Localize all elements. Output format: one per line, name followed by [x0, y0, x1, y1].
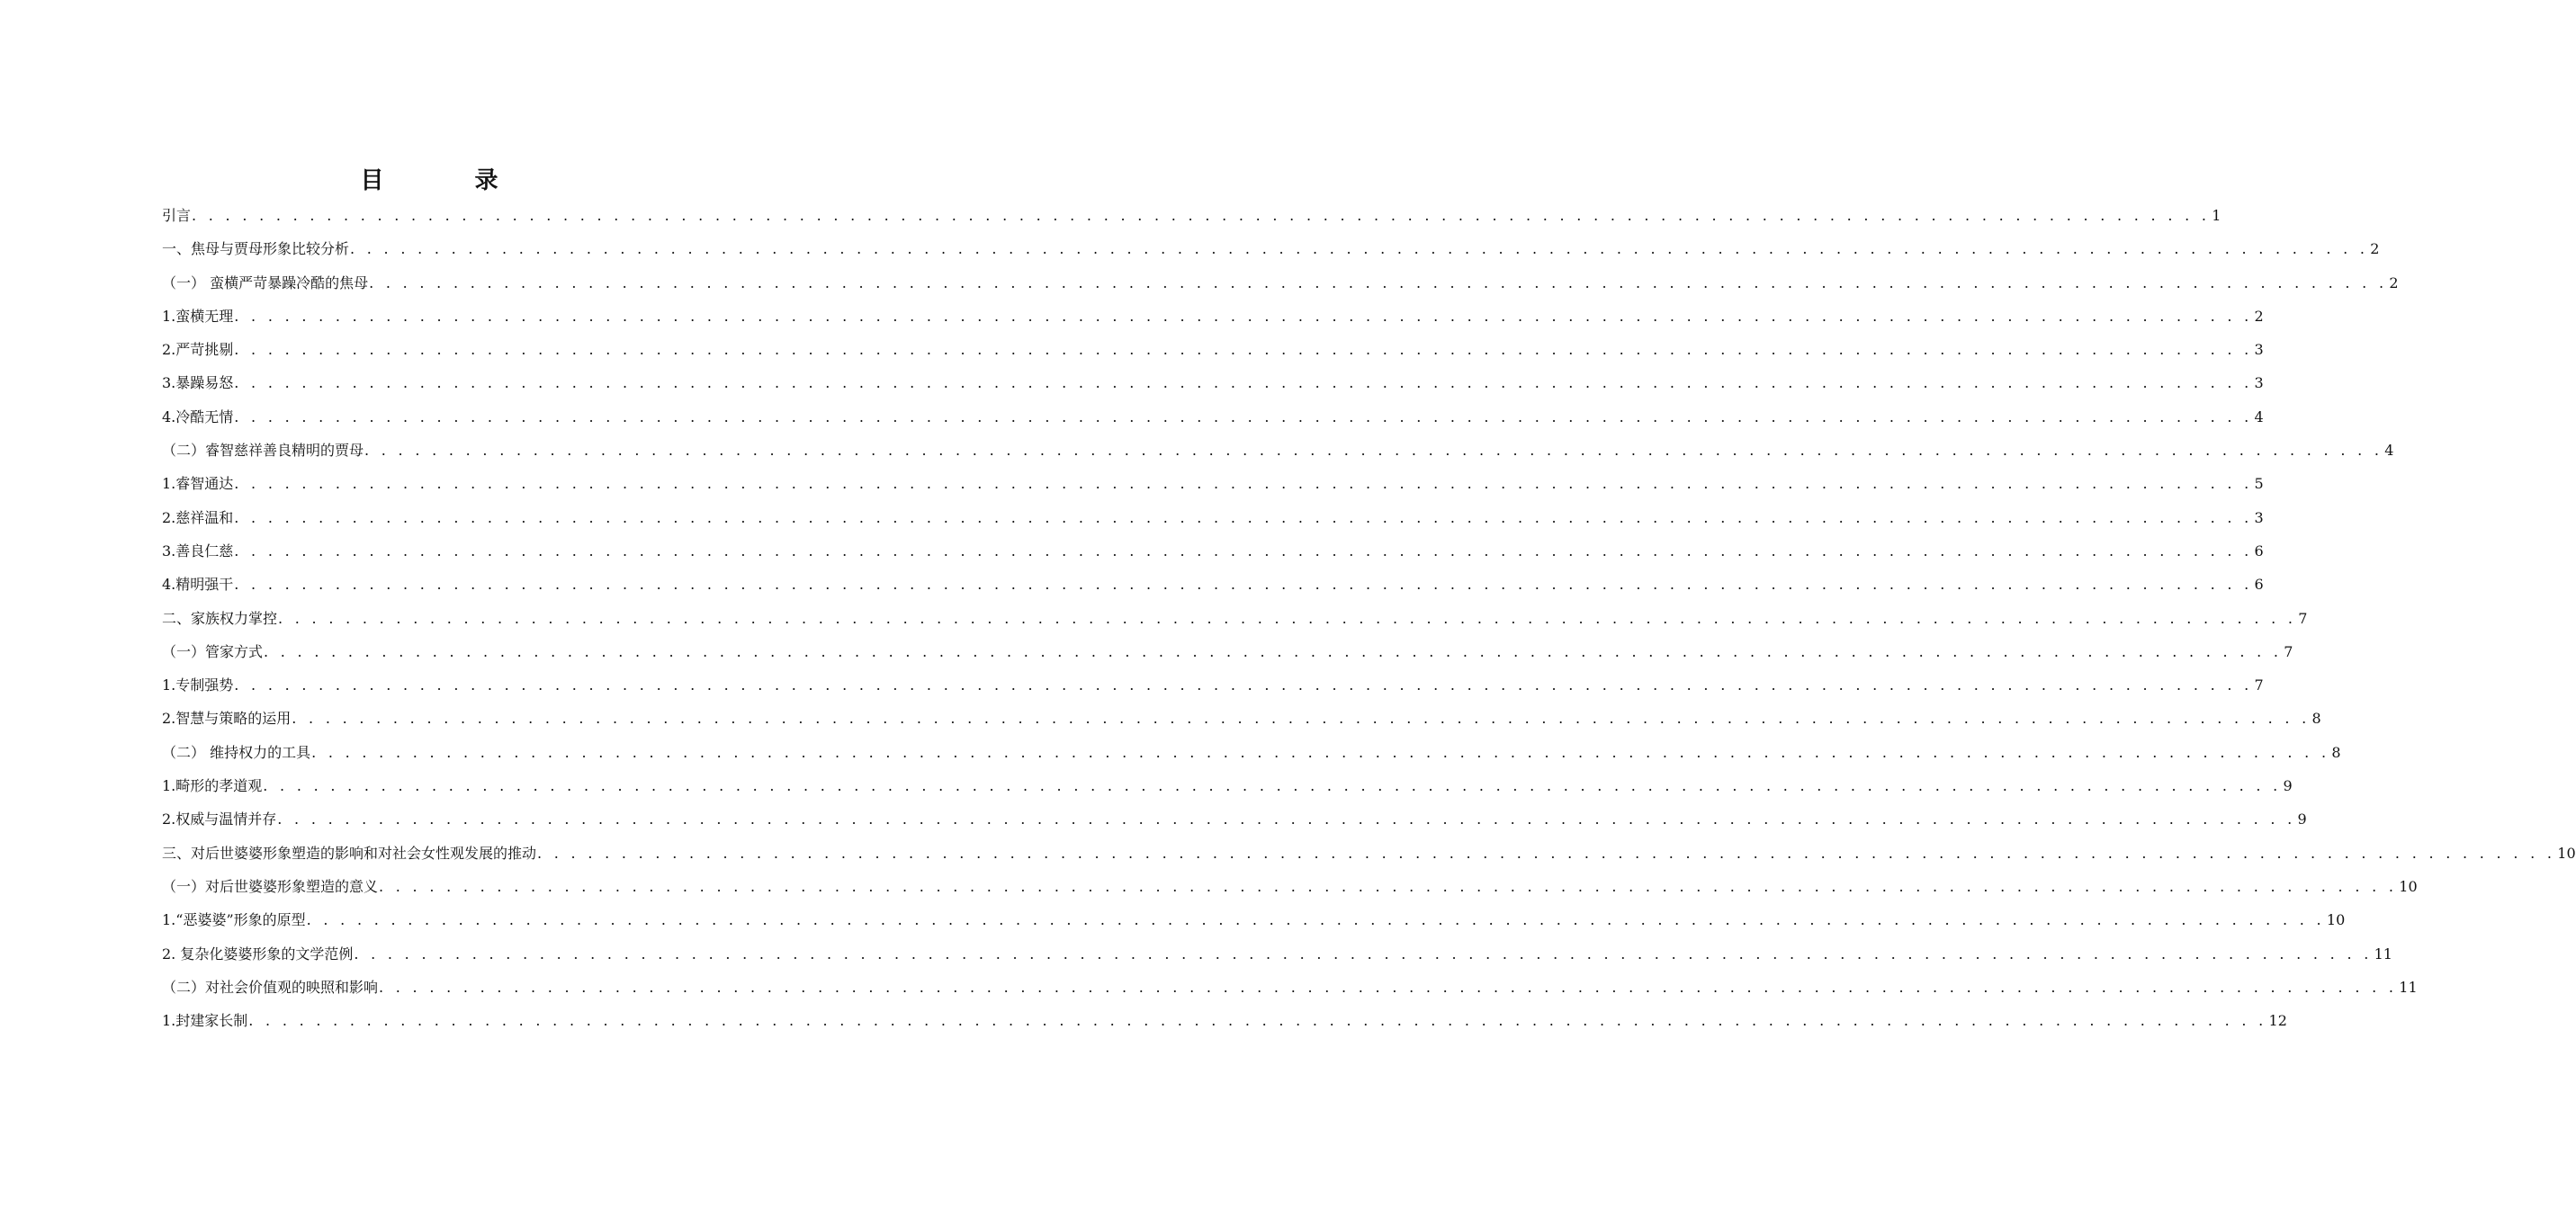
toc-entry[interactable]	[162, 232, 2380, 265]
toc-entry-page-number: 3	[2254, 341, 2264, 359]
toc-entry[interactable]	[162, 937, 2392, 971]
toc-dot-leader: . . . . . . . . . . . . . . . . . . . . . . . . . . . . . . . . . . . . . . . . . . . . . . . . . . . . . . . . . . . . . . . . . . . . . . . . . . . . . . . . . . . . . . . . . . . . . . . . . . . . . . . . . . . . . . . . . . . . . . . .	[234, 576, 2253, 594]
toc-dot-leader: . . . . . . . . . . . . . . . . . . . . . . . . . . . . . . . . . . . . . . . . . . . . . . . . . . . . . . . . . . . . . . . . . . . . . . . . . . . . . . . . . . . . . . . . . . . . . . . . . . . . . . . . . . . . . . . . . . . . . . . .	[369, 273, 2388, 291]
toc-entry-page-number: 10	[2557, 844, 2576, 862]
toc-entry-page-number: 9	[2297, 810, 2307, 828]
toc-dot-leader: . . . . . . . . . . . . . . . . . . . . . . . . . . . . . . . . . . . . . . . . . . . . . . . . . . . . . . . . . . . . . . . . . . . . . . . . . . . . . . . . . . . . . . . . . . . . . . . . . . . . . . . . . . . . . . . . . . . . . . . .	[306, 911, 2325, 929]
toc-dot-leader: . . . . . . . . . . . . . . . . . . . . . . . . . . . . . . . . . . . . . . . . . . . . . . . . . . . . . . . . . . . . . . . . . . . . . . . . . . . . . . . . . . . . . . . . . . . . . . . . . . . . . . . . . . . . . . . . . . . . . . . .	[234, 374, 2253, 392]
toc-entry-label: 1.专制强势	[162, 676, 234, 694]
toc-entry[interactable]	[162, 769, 2293, 802]
toc-dot-leader: . . . . . . . . . . . . . . . . . . . . . . . . . . . . . . . . . . . . . . . . . . . . . . . . . . . . . . . . . . . . . . . . . . . . . . . . . . . . . . . . . . . . . . . . . . . . . . . . . . . . . . . . . . . . . . . . . . . . . . . .	[350, 240, 2369, 258]
toc-dot-leader: . . . . . . . . . . . . . . . . . . . . . . . . . . . . . . . . . . . . . . . . . . . . . . . . . . . . . . . . . . . . . . . . . . . . . . . . . . . . . . . . . . . . . . . . . . . . . . . . . . . . . . . . . . . . . . . . . . . . . . . .	[278, 609, 2297, 627]
toc-entry-label: （一） 蛮横严苛暴躁冷酷的焦母	[162, 273, 369, 291]
toc-entry-label: 1.睿智通达	[162, 475, 234, 493]
toc-entry-label: 3.暴躁易怒	[162, 374, 234, 392]
toc-dot-leader: . . . . . . . . . . . . . . . . . . . . . . . . . . . . . . . . . . . . . . . . . . . . . . . . . . . . . . . . . . . . . . . . . . . . . . . . . . . . . . . . . . . . . . . . . . . . . . . . . . . . . . . . . . . . . . . . . . . . . . . .	[192, 207, 2211, 224]
toc-entry-page-number: 6	[2254, 542, 2264, 560]
toc-entry-label: 2. 复杂化婆婆形象的文学范例	[162, 945, 354, 963]
toc-dot-leader: . . . . . . . . . . . . . . . . . . . . . . . . . . . . . . . . . . . . . . . . . . . . . . . . . . . . . . . . . . . . . . . . . . . . . . . . . . . . . . . . . . . . . . . . . . . . . . . . . . . . . . . . . . . . . . . . . . . . . . . .	[234, 475, 2253, 493]
toc-entry-page-number: 7	[2284, 642, 2293, 660]
toc-entry-label: 1.畸形的孝道观	[162, 777, 263, 795]
toc-dot-leader: . . . . . . . . . . . . . . . . . . . . . . . . . . . . . . . . . . . . . . . . . . . . . . . . . . . . . . . . . . . . . . . . . . . . . . . . . . . . . . . . . . . . . . . . . . . . . . . . . . . . . . . . . . . . . . . . . . . . . . . .	[234, 407, 2253, 425]
toc-dot-leader: . . . . . . . . . . . . . . . . . . . . . . . . . . . . . . . . . . . . . . . . . . . . . . . . . . . . . . . . . . . . . . . . . . . . . . . . . . . . . . . . . . . . . . . . . . . . . . . . . . . . . . . . . . . . . . . . . . . . . . . .	[537, 844, 2556, 862]
toc-dot-leader: . . . . . . . . . . . . . . . . . . . . . . . . . . . . . . . . . . . . . . . . . . . . . . . . . . . . . . . . . . . . . . . . . . . . . . . . . . . . . . . . . . . . . . . . . . . . . . . . . . . . . . . . . . . . . . . . . . . . . . . .	[234, 307, 2253, 325]
toc-dot-leader: . . . . . . . . . . . . . . . . . . . . . . . . . . . . . . . . . . . . . . . . . . . . . . . . . . . . . . . . . . . . . . . . . . . . . . . . . . . . . . . . . . . . . . . . . . . . . . . . . . . . . . . . . . . . . . . . . . . . . . . .	[264, 642, 2283, 660]
toc-entry[interactable]	[162, 266, 2399, 300]
toc-entry-page-number: 7	[2254, 676, 2264, 694]
toc-dot-leader: . . . . . . . . . . . . . . . . . . . . . . . . . . . . . . . . . . . . . . . . . . . . . . . . . . . . . . . . . . . . . . . . . . . . . . . . . . . . . . . . . . . . . . . . . . . . . . . . . . . . . . . . . . . . . . . . . . . . . . . .	[292, 710, 2311, 728]
toc-entry-page-number: 7	[2298, 609, 2308, 627]
toc-entry-label: 2.慈祥温和	[162, 508, 234, 526]
toc-entry[interactable]	[162, 501, 2264, 534]
toc-entry[interactable]	[162, 400, 2264, 434]
toc-entry-label: 三、对后世婆婆形象塑造的影响和对社会女性观发展的推动	[162, 844, 537, 862]
toc-entry-label: 引言	[162, 207, 192, 224]
toc-dot-leader: . . . . . . . . . . . . . . . . . . . . . . . . . . . . . . . . . . . . . . . . . . . . . . . . . . . . . . . . . . . . . . . . . . . . . . . . . . . . . . . . . . . . . . . . . . . . . . . . . . . . . . . . . . . . . . . . . . . . . . . .	[234, 508, 2253, 526]
toc-entry-page-number: 5	[2254, 475, 2264, 493]
toc-entry-page-number: 4	[2254, 407, 2264, 425]
toc-entry-page-number: 10	[2326, 911, 2346, 929]
toc-dot-leader: . . . . . . . . . . . . . . . . . . . . . . . . . . . . . . . . . . . . . . . . . . . . . . . . . . . . . . . . . . . . . . . . . . . . . . . . . . . . . . . . . . . . . . . . . . . . . . . . . . . . . . . . . . . . . . . . . . . . . . . .	[234, 676, 2253, 694]
toc-entry[interactable]	[162, 1004, 2287, 1037]
toc-entry-label: 2.严苛挑剔	[162, 341, 234, 359]
toc-entry-page-number: 3	[2254, 374, 2264, 392]
toc-entry[interactable]	[162, 903, 2346, 936]
toc-entry[interactable]	[162, 366, 2264, 399]
toc-entry-label: 2.权威与温情并存	[162, 810, 277, 828]
toc-entry-page-number: 3	[2254, 508, 2264, 526]
toc-dot-leader: . . . . . . . . . . . . . . . . . . . . . . . . . . . . . . . . . . . . . . . . . . . . . . . . . . . . . . . . . . . . . . . . . . . . . . . . . . . . . . . . . . . . . . . . . . . . . . . . . . . . . . . . . . . . . . . . . . . . . . . .	[311, 743, 2330, 761]
toc-dot-leader: . . . . . . . . . . . . . . . . . . . . . . . . . . . . . . . . . . . . . . . . . . . . . . . . . . . . . . . . . . . . . . . . . . . . . . . . . . . . . . . . . . . . . . . . . . . . . . . . . . . . . . . . . . . . . . . . . . . . . . . .	[354, 945, 2373, 963]
toc-entry-label: 1.封建家长制	[162, 1012, 248, 1030]
toc-entry-page-number: 2	[2389, 273, 2399, 291]
toc-entry-page-number: 10	[2399, 877, 2418, 895]
toc-entry-page-number: 8	[2331, 743, 2341, 761]
toc-dot-leader: . . . . . . . . . . . . . . . . . . . . . . . . . . . . . . . . . . . . . . . . . . . . . . . . . . . . . . . . . . . . . . . . . . . . . . . . . . . . . . . . . . . . . . . . . . . . . . . . . . . . . . . . . . . . . . . . . . . . . . . .	[277, 810, 2296, 828]
toc-entry-page-number: 1	[2212, 207, 2221, 224]
toc-entry[interactable]	[162, 333, 2264, 366]
toc-entry-label: 2.智慧与策略的运用	[162, 710, 292, 728]
toc-entry-label: （二） 维持权力的工具	[162, 743, 311, 761]
toc-entry[interactable]	[162, 736, 2341, 769]
toc-entry-page-number: 11	[2374, 945, 2392, 963]
toc-entry-label: 一、焦母与贾母形象比较分析	[162, 240, 350, 258]
toc-dot-leader: . . . . . . . . . . . . . . . . . . . . . . . . . . . . . . . . . . . . . . . . . . . . . . . . . . . . . . . . . . . . . . . . . . . . . . . . . . . . . . . . . . . . . . . . . . . . . . . . . . . . . . . . . . . . . . . . . . . . . . . .	[263, 777, 2282, 795]
toc-list	[162, 199, 2576, 1037]
toc-entry[interactable]	[162, 971, 2418, 1004]
toc-entry-label: （二）对社会价值观的映照和影响	[162, 978, 379, 996]
toc-entry[interactable]	[162, 199, 2221, 232]
toc-entry-label: （一）对后世婆婆形象塑造的意义	[162, 877, 379, 895]
toc-entry-label: 二、家族权力掌控	[162, 609, 278, 627]
toc-dot-leader: . . . . . . . . . . . . . . . . . . . . . . . . . . . . . . . . . . . . . . . . . . . . . . . . . . . . . . . . . . . . . . . . . . . . . . . . . . . . . . . . . . . . . . . . . . . . . . . . . . . . . . . . . . . . . . . . . . . . . . . .	[234, 542, 2253, 560]
toc-entry[interactable]	[162, 702, 2321, 735]
toc-entry[interactable]	[162, 434, 2394, 467]
toc-entry[interactable]	[162, 534, 2264, 568]
toc-entry-label: 1.蛮横无理	[162, 307, 234, 325]
toc-entry[interactable]	[162, 635, 2293, 668]
toc-entry-label: （一）管家方式	[162, 642, 264, 660]
toc-entry-page-number: 2	[2370, 240, 2380, 258]
toc-entry-page-number: 12	[2268, 1012, 2287, 1030]
toc-entry[interactable]	[162, 668, 2264, 702]
toc-entry-page-number: 9	[2283, 777, 2293, 795]
toc-entry-label: 1.“恶婆婆”形象的原型	[162, 911, 306, 929]
toc-entry[interactable]	[162, 568, 2264, 601]
toc-dot-leader: . . . . . . . . . . . . . . . . . . . . . . . . . . . . . . . . . . . . . . . . . . . . . . . . . . . . . . . . . . . . . . . . . . . . . . . . . . . . . . . . . . . . . . . . . . . . . . . . . . . . . . . . . . . . . . . . . . . . . . . .	[234, 341, 2253, 359]
toc-entry-page-number: 4	[2384, 442, 2394, 460]
toc-entry[interactable]	[162, 837, 2576, 870]
toc-dot-leader: . . . . . . . . . . . . . . . . . . . . . . . . . . . . . . . . . . . . . . . . . . . . . . . . . . . . . . . . . . . . . . . . . . . . . . . . . . . . . . . . . . . . . . . . . . . . . . . . . . . . . . . . . . . . . . . . . . . . . . . .	[379, 978, 2398, 996]
toc-entry-page-number: 11	[2399, 978, 2418, 996]
toc-dot-leader: . . . . . . . . . . . . . . . . . . . . . . . . . . . . . . . . . . . . . . . . . . . . . . . . . . . . . . . . . . . . . . . . . . . . . . . . . . . . . . . . . . . . . . . . . . . . . . . . . . . . . . . . . . . . . . . . . . . . . . . .	[248, 1012, 2267, 1030]
toc-entry[interactable]	[162, 870, 2418, 903]
toc-entry-page-number: 2	[2254, 307, 2264, 325]
toc-entry[interactable]	[162, 602, 2308, 635]
toc-entry[interactable]	[162, 300, 2264, 333]
toc-dot-leader: . . . . . . . . . . . . . . . . . . . . . . . . . . . . . . . . . . . . . . . . . . . . . . . . . . . . . . . . . . . . . . . . . . . . . . . . . . . . . . . . . . . . . . . . . . . . . . . . . . . . . . . . . . . . . . . . . . . . . . . .	[379, 877, 2398, 895]
toc-entry[interactable]	[162, 802, 2307, 836]
toc-entry-label: 4.冷酷无情	[162, 407, 234, 425]
toc-entry-label: 4.精明强干	[162, 576, 234, 594]
toc-entry-page-number: 6	[2254, 576, 2264, 594]
toc-entry[interactable]	[162, 467, 2264, 500]
toc-entry-label: （二）睿智慈祥善良精明的贾母	[162, 442, 364, 460]
toc-entry-page-number: 8	[2311, 710, 2321, 728]
toc-entry-label: 3.善良仁慈	[162, 542, 234, 560]
toc-dot-leader: . . . . . . . . . . . . . . . . . . . . . . . . . . . . . . . . . . . . . . . . . . . . . . . . . . . . . . . . . . . . . . . . . . . . . . . . . . . . . . . . . . . . . . . . . . . . . . . . . . . . . . . . . . . . . . . . . . . . . . . .	[364, 442, 2383, 460]
toc-title: 目 录	[360, 167, 540, 194]
